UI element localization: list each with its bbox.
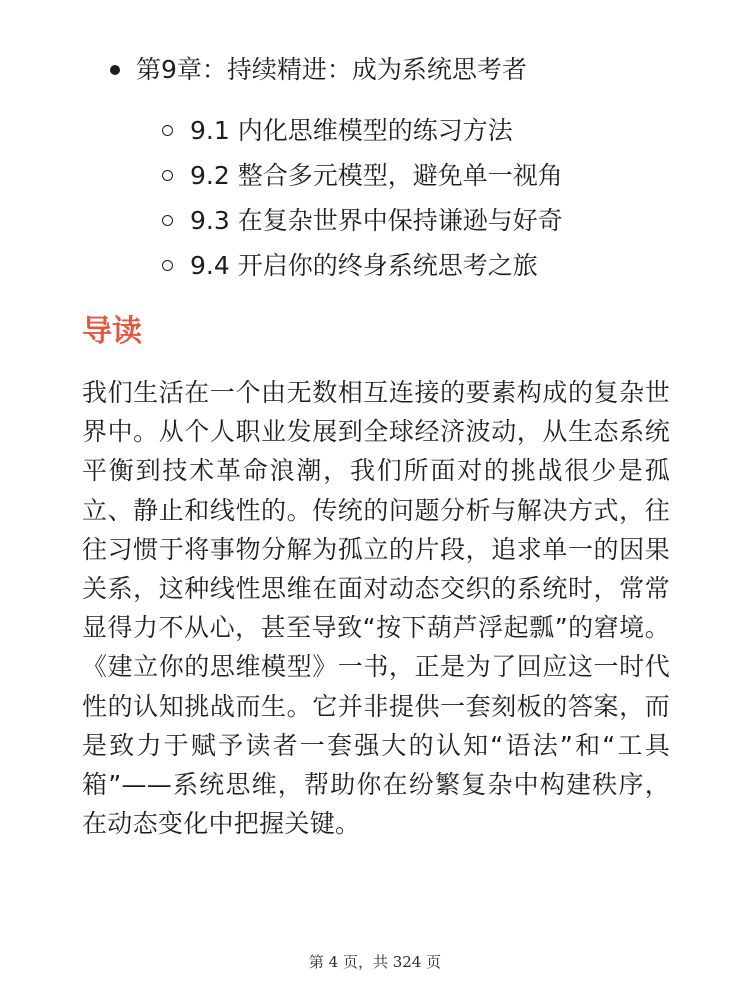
hollow-bullet-icon [162,215,173,226]
chapter-bullet-item [110,52,527,88]
chapter-title: 第9章：持续精进：成为系统思考者 [136,55,527,84]
section-label: 9.1 内化思维模型的练习方法 [190,116,513,145]
section-item [162,108,563,153]
section-label: 9.4 开启你的终身系统思考之旅 [190,251,538,280]
page-number-footer: 第 4 页，共 324 页 [308,953,442,971]
section-label: 9.2 整合多元模型，避免单一视角 [190,161,563,190]
section-item [162,153,563,198]
hollow-bullet-icon [162,125,173,136]
intro-heading: 导读 [82,314,142,349]
section-list [162,108,563,288]
hollow-bullet-icon [162,170,173,181]
hollow-bullet-icon [162,260,173,271]
bullet-dot-icon [110,65,120,75]
section-item [162,198,563,243]
section-item [162,243,563,288]
section-label: 9.3 在复杂世界中保持谦逊与好奇 [190,206,563,235]
intro-paragraph: 我们生活在一个由无数相互连接的要素构成的复杂世界中。从个人职业发展到全球经济波动，从生态系统平衡到技术革命浪潮，我们所面对的挑战很少是孤立、静止和线性的。传统的问题分析与解决方式，往往习惯于将事物分解为孤立的片段，追求单一的因果关系，这种线性思维在面对动态交织的系统时，常常显得力不从心，甚至导致“按下葫芦浮起瓢”的窘境。《建立你的思维模型》一书，正是为了回应这一时代性的认知挑战而生。它并非提供一套刻板的答案，而是致力于赋予读者一套强大的认知“语法”和“工具箱”——系统思维，帮助你在纷繁复杂中构建秩序，在动态变化中把握关键。 [82,378,670,839]
